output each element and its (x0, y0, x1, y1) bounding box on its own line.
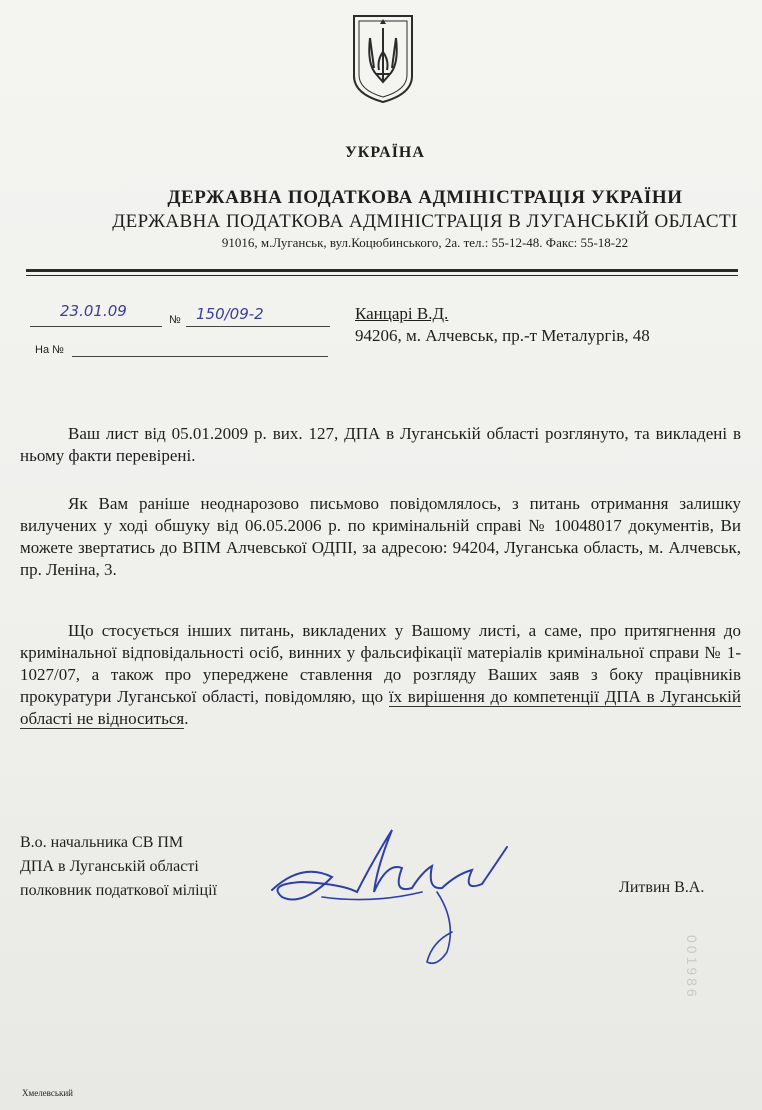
archive-stamp-number: 001986 (684, 935, 700, 1000)
signatory-position: В.о. начальника СВ ПМ ДПА в Луганській області полковник податкової міліції (20, 834, 217, 899)
coat-of-arms-icon (350, 12, 416, 106)
country-title: УКРАЇНА (345, 144, 425, 161)
signer-name: Литвин В.А. (619, 879, 705, 896)
outgoing-date: 23.01.09 (60, 302, 127, 320)
reply-number-field-line (72, 356, 328, 357)
recipient-name: Канцарі В.Д. (355, 304, 449, 323)
recipient-block (355, 303, 650, 347)
number-label: № (169, 314, 181, 326)
paragraph-2: Як Вам раніше неоднарозово письмово повідомлялось, з питань отримання залишку вилучених у ході обшуку від 06.05.2006 р. по кримінальній справі № 10048017 документів, Ви можете звертатись до ВПМ Алчевської ОДПІ, за адресою: 94204, Луганська область, м. Алчевськ, пр. Леніна, 3. (20, 494, 741, 579)
recipient-address: 94206, м. Алчевськ, пр.-т Металургів, 48 (355, 326, 650, 345)
header-divider-thin (26, 275, 738, 276)
reply-number-label: На № (35, 344, 64, 356)
organization-address: 91016, м.Луганськ, вул.Коцюбинського, 2а. тел.: 55-12-48. Факс: 55-18-22 (221, 235, 629, 250)
number-field-line (186, 326, 330, 327)
handwritten-signature-icon (262, 822, 522, 972)
paragraph-3: Що стосується інших питань, викладених у Вашому листі, а саме, про притягнення до кримінальної відповідальності осіб, винних у фальсифікації матеріалів кримінальної справи № 1-1027/07, а також про упереджене ставлення до розгляду Ваших заяв з боку працівників прокуратури Луганської області, повідомляю, що їх вирішення до компетенції ДПА в Луганській області не відноситься. (20, 621, 741, 728)
executor-name: Хмелевський (22, 1088, 73, 1098)
header-divider (26, 269, 738, 272)
regional-organization-name: ДЕРЖАВНА ПОДАТКОВА АДМІНІСТРАЦІЯ В ЛУГАНСЬКІЙ ОБЛАСТІ (112, 211, 738, 232)
organization-name: ДЕРЖАВНА ПОДАТКОВА АДМІНІСТРАЦІЯ УКРАЇНИ (167, 187, 683, 208)
date-field-line (30, 326, 162, 327)
paragraph-1: Ваш лист від 05.01.2009 р. вих. 127, ДПА в Луганській області розглянуто, та викладені в ньому факти перевірені. (20, 424, 741, 465)
outgoing-number: 150/09-2 (196, 305, 264, 323)
underlined-statement: їх вирішення до компетенції ДПА в Луганській області не відноситься (20, 687, 741, 728)
